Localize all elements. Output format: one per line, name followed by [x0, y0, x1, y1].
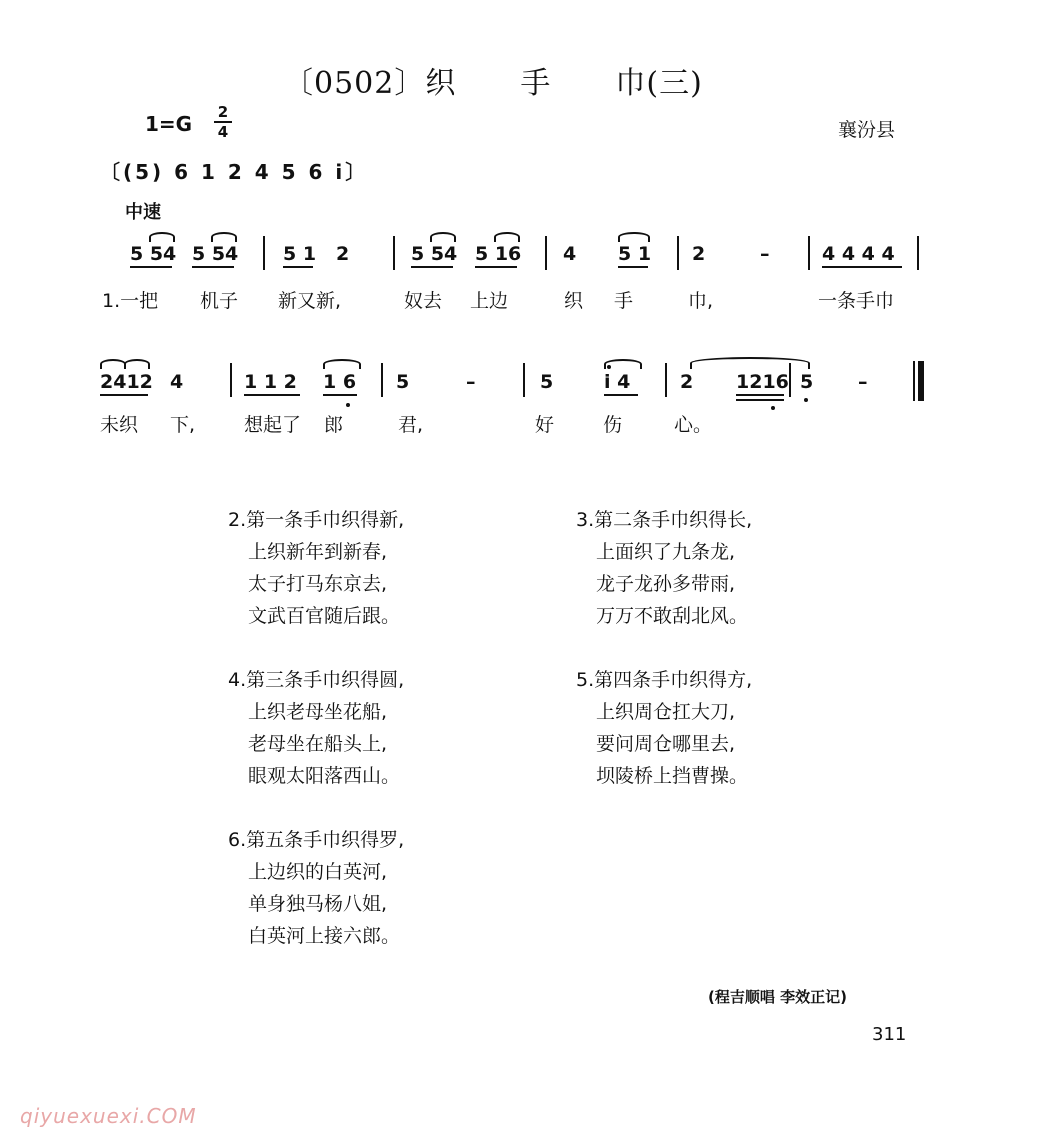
time-signature-top: 2 — [217, 103, 229, 121]
title-char-2: 手 — [520, 66, 552, 101]
lyric: 奴去 — [404, 290, 443, 312]
verse-line: 上织新年到新春, — [248, 541, 388, 563]
octave-dot — [607, 365, 611, 369]
time-signature-bottom: 4 — [217, 123, 229, 141]
lyric: 上边 — [470, 290, 509, 312]
final-barline-thick — [918, 361, 924, 401]
beam-underline — [736, 399, 784, 401]
verse-line: 5.第四条手巾织得方, — [576, 669, 753, 691]
octave-dot — [804, 398, 808, 402]
title-char-1: 织 — [425, 66, 457, 101]
lyric: 新又新, — [278, 290, 342, 312]
note-group: 1 6 — [323, 371, 357, 393]
note-group: i 4 — [604, 371, 631, 393]
verse-line: 万万不敢刮北风。 — [596, 605, 749, 627]
barline — [263, 236, 265, 270]
note-group: – — [760, 243, 770, 265]
note-group: 2 — [336, 243, 350, 265]
lyric: 好 — [535, 414, 555, 436]
barline — [665, 363, 667, 397]
lyric: 伤 — [603, 414, 623, 436]
barline — [381, 363, 383, 397]
beam-underline — [244, 394, 300, 396]
barline — [230, 363, 232, 397]
note-group: 2 — [692, 243, 706, 265]
slur — [323, 359, 361, 369]
slur — [149, 232, 175, 242]
verse-line: 眼观太阳落西山。 — [248, 765, 401, 787]
note-group: 1 1 2 — [244, 371, 297, 393]
slur — [618, 232, 650, 242]
barline — [677, 236, 679, 270]
verse-line: 上边织的白英河, — [248, 861, 388, 883]
lyric: 君, — [398, 414, 424, 436]
lyric: 下, — [170, 414, 196, 436]
verse-2 — [228, 504, 404, 632]
note-group: – — [466, 371, 476, 393]
credit-line: (程吉顺唱 李效正记) — [708, 988, 847, 1006]
verse-line: 文武百官随后跟。 — [248, 605, 401, 627]
verse-6 — [228, 824, 404, 952]
intro-phrase: 〔(5) 6 1 2 4 5 6 i〕 — [100, 160, 369, 184]
verse-line: 坝陵桥上挡曹操。 — [596, 765, 749, 787]
note-group: 2 — [680, 371, 694, 393]
barline — [393, 236, 395, 270]
note-group: 5 1 — [283, 243, 317, 265]
verse-5 — [576, 664, 752, 792]
verse-4 — [228, 664, 404, 792]
note-group: 5 — [800, 371, 814, 393]
slur — [100, 359, 126, 369]
page-number: 311 — [872, 1024, 907, 1045]
note-group: 4 — [170, 371, 184, 393]
verse-line: 4.第三条手巾织得圆, — [228, 669, 405, 691]
note-group: 5 54 — [192, 243, 239, 265]
title-char-3: 巾(三) — [615, 66, 703, 101]
note-group: 1216 — [736, 371, 789, 393]
verse-line: 2.第一条手巾织得新, — [228, 509, 405, 531]
beam-underline — [475, 266, 517, 268]
lyric: 未织 — [100, 414, 139, 436]
verse-3 — [576, 504, 752, 632]
beam-underline — [618, 266, 648, 268]
time-signature — [214, 104, 232, 140]
lyric: 手 — [614, 290, 634, 312]
note-group: 5 1 — [618, 243, 652, 265]
key-signature: 1=G — [145, 112, 193, 136]
beam-underline — [736, 394, 784, 396]
slur — [494, 232, 520, 242]
beam-underline — [130, 266, 172, 268]
barline — [917, 236, 919, 270]
barline — [545, 236, 547, 270]
slur — [690, 357, 810, 369]
lyric: 机子 — [200, 290, 239, 312]
verse-line: 龙子龙孙多带雨, — [596, 573, 736, 595]
beam-underline — [411, 266, 453, 268]
verse-line: 要问周仓哪里去, — [596, 733, 736, 755]
beam-underline — [604, 394, 638, 396]
verse-line: 老母坐在船头上, — [248, 733, 388, 755]
octave-dot — [771, 406, 775, 410]
beam-underline — [283, 266, 313, 268]
tempo-marking: 中速 — [125, 202, 161, 223]
song-title — [283, 58, 703, 102]
beam-underline — [323, 394, 357, 396]
site-watermark: qiyuexuexi.COM — [20, 1104, 197, 1128]
note-group: 4 4 4 4 — [822, 243, 895, 265]
lyric: 心。 — [674, 414, 713, 436]
region-label: 襄汾县 — [838, 119, 896, 141]
note-group: 5 — [396, 371, 410, 393]
lyric: 郎 — [324, 414, 344, 436]
lyric: 一条手巾 — [818, 290, 895, 312]
slur — [211, 232, 237, 242]
verse-line: 上织周仓扛大刀, — [596, 701, 736, 723]
beam-underline — [192, 266, 234, 268]
verse-line: 上面织了九条龙, — [596, 541, 736, 563]
note-group: 2412 — [100, 371, 153, 393]
note-group: – — [858, 371, 868, 393]
octave-dot — [346, 403, 350, 407]
lyric: 1.一把 — [102, 290, 159, 312]
verse-line: 上织老母坐花船, — [248, 701, 388, 723]
note-group: 5 — [540, 371, 554, 393]
song-number: 〔0502〕 — [283, 66, 426, 101]
verse-line: 6.第五条手巾织得罗, — [228, 829, 405, 851]
barline — [808, 236, 810, 270]
barline — [523, 363, 525, 397]
verse-line: 太子打马东京去, — [248, 573, 388, 595]
slur — [124, 359, 150, 369]
note-group: 5 54 — [411, 243, 458, 265]
lyric: 织 — [564, 290, 584, 312]
verse-line: 单身独马杨八姐, — [248, 893, 388, 915]
beam-underline — [100, 394, 148, 396]
beam-underline — [822, 266, 902, 268]
verse-line: 白英河上接六郎。 — [248, 925, 401, 947]
final-barline-thin — [913, 361, 915, 401]
note-group: 5 54 — [130, 243, 177, 265]
lyric: 想起了 — [244, 414, 302, 436]
slur — [430, 232, 456, 242]
lyric: 巾, — [688, 290, 714, 312]
note-group: 5 16 — [475, 243, 522, 265]
verse-line: 3.第二条手巾织得长, — [576, 509, 753, 531]
note-group: 4 — [563, 243, 577, 265]
